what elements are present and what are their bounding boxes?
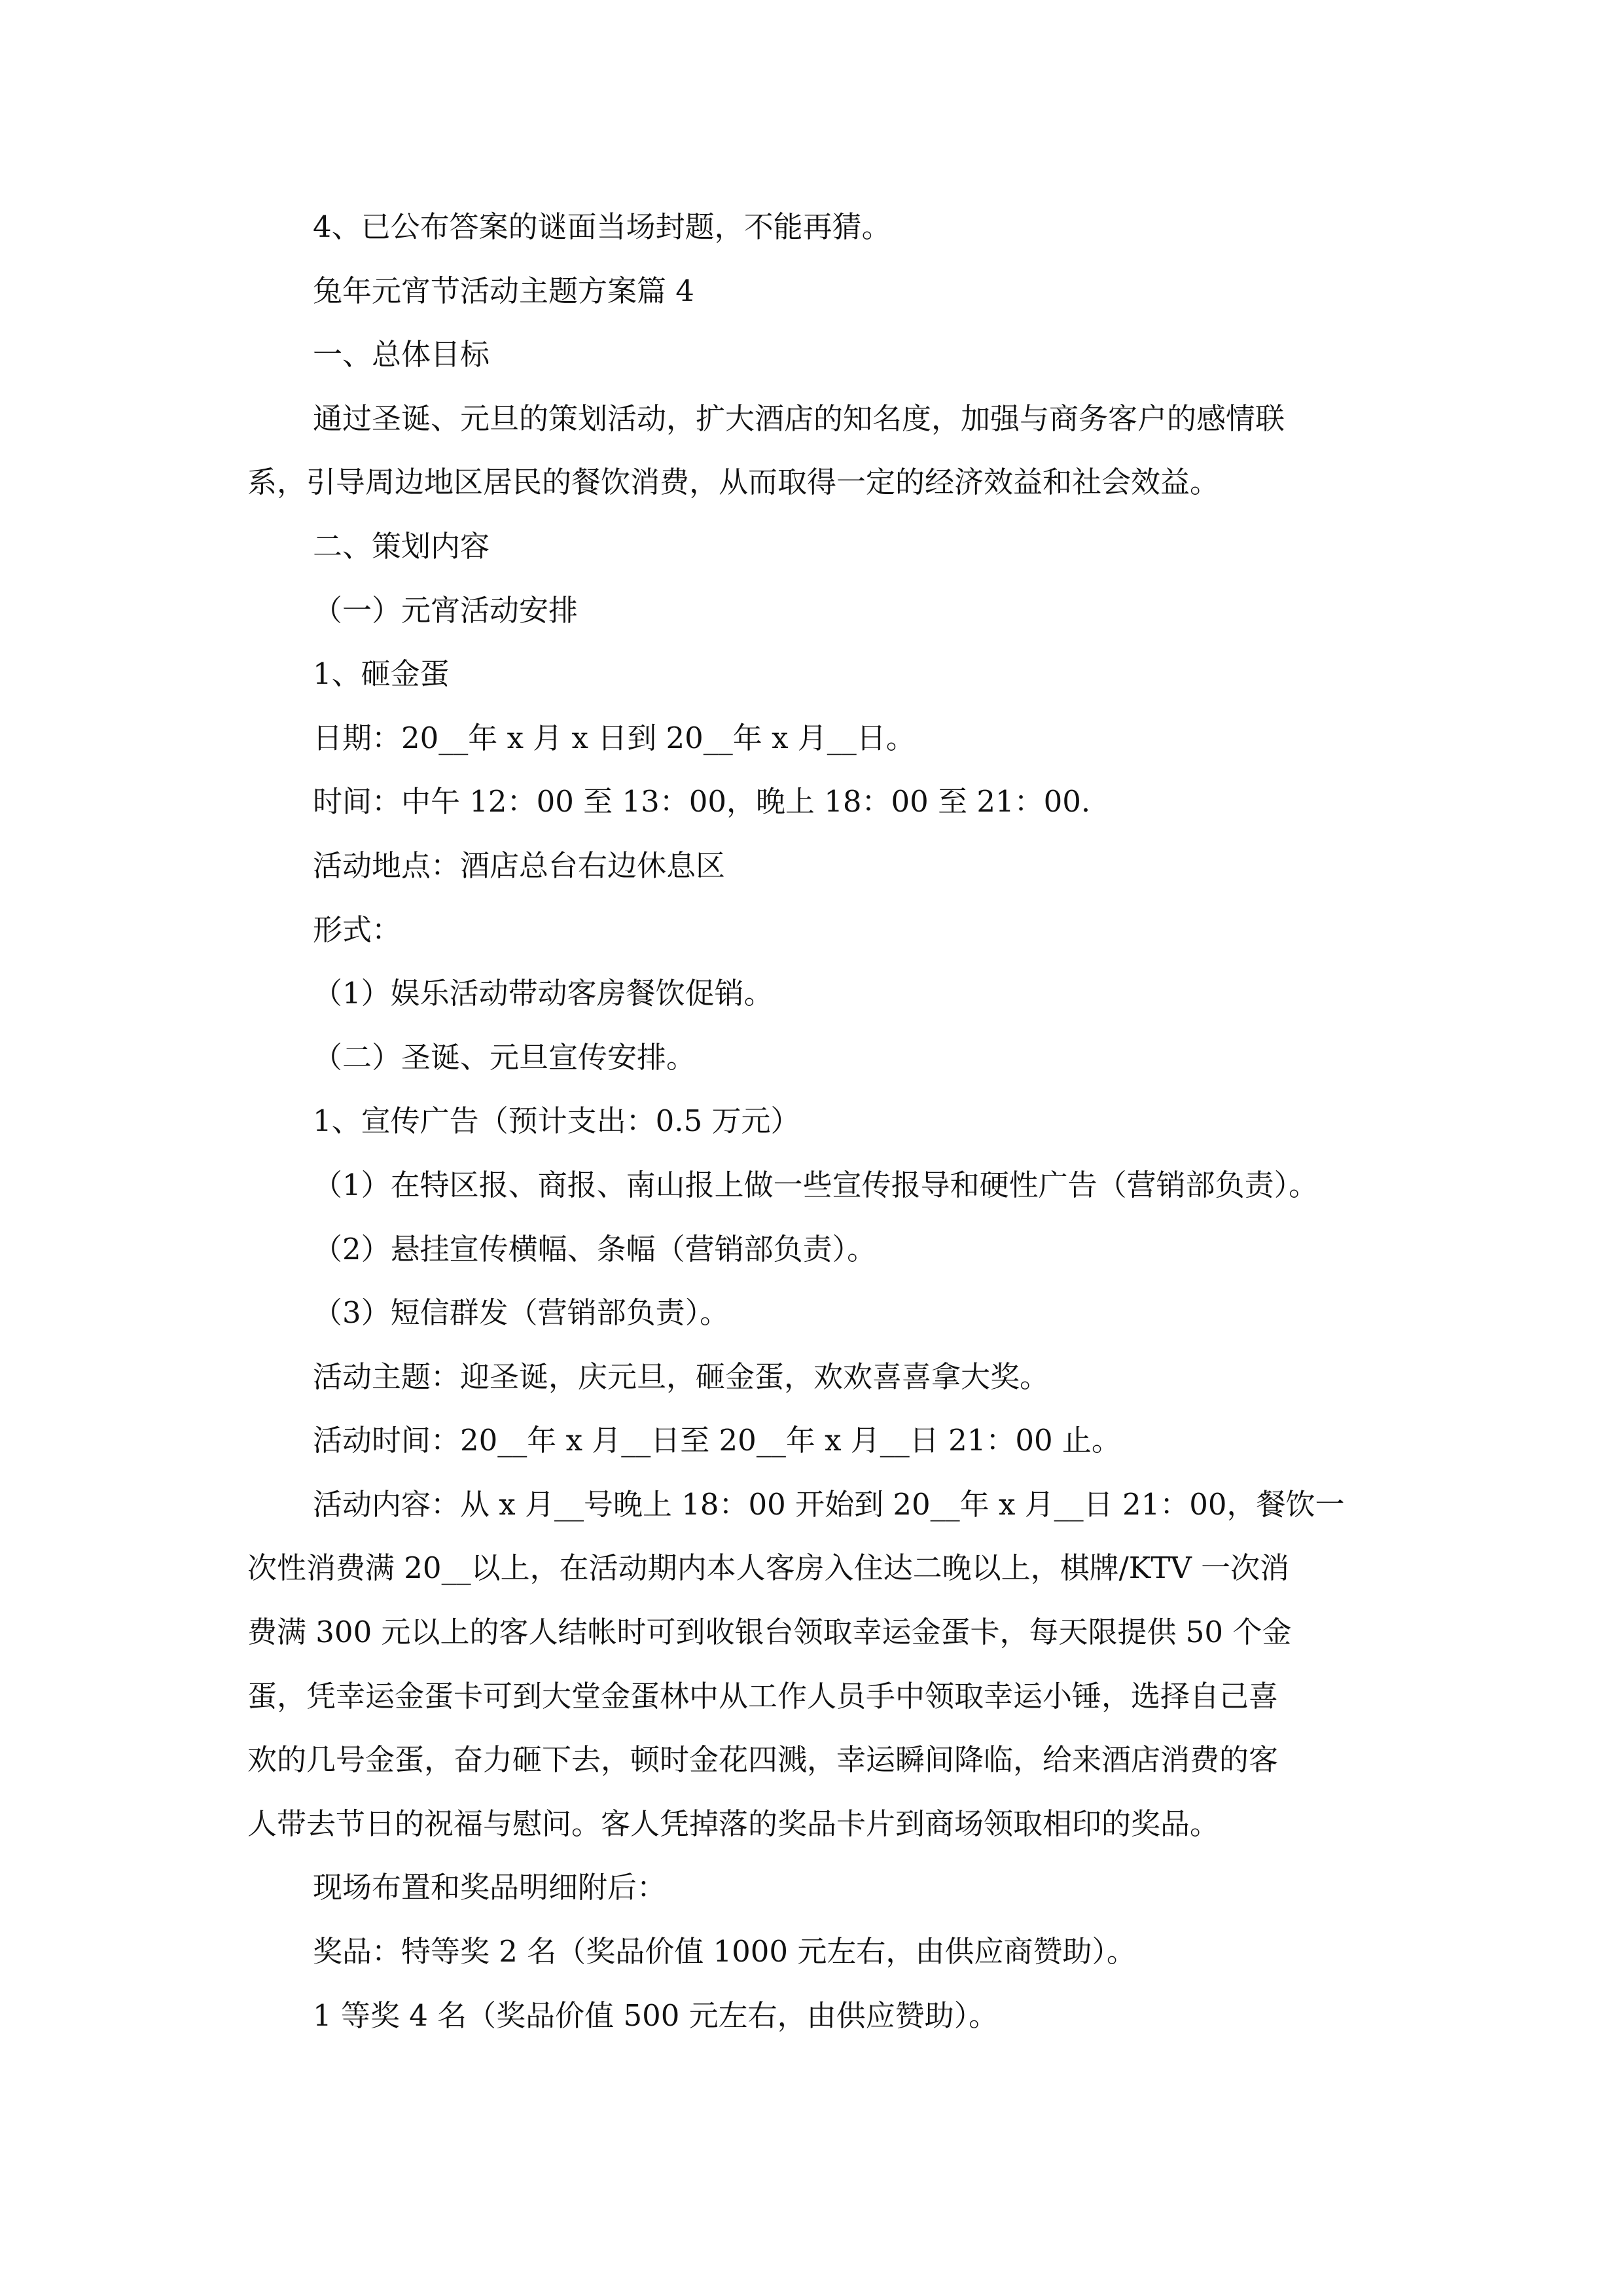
paragraph-line: 费满 300 元以上的客人结帐时可到收银台领取幸运金蛋卡，每天限提供 50 个金	[247, 1615, 1292, 1650]
section-heading: 一、总体目标	[313, 337, 490, 372]
paragraph-line: 蛋，凭幸运金蛋卡可到大堂金蛋林中从工作人员手中领取幸运小锤，选择自己喜	[247, 1678, 1279, 1713]
paragraph-line: 奖品：特等奖 2 名（奖品价值 1000 元左右，由供应商赞助）。	[313, 1934, 1136, 1969]
item-heading: 1、宣传广告（预计支出：0.5 万元）	[313, 1103, 800, 1139]
paragraph-line: 时间：中午 12：00 至 13：00，晚上 18：00 至 21：00.	[313, 784, 1091, 819]
paragraph-line: 4、已公布答案的谜面当场封题，不能再猜。	[313, 209, 891, 244]
paragraph-line: 现场布置和奖品明细附后：	[313, 1870, 667, 1905]
section-heading: 二、策划内容	[313, 528, 490, 564]
paragraph-line: 活动时间：20__年 x 月__日至 20__年 x 月__日 21：00 止。	[313, 1423, 1121, 1458]
paragraph-line: 通过圣诞、元旦的策划活动，扩大酒店的知名度，加强与商务客户的感情联	[313, 401, 1285, 436]
list-item: （1）娱乐活动带动客房餐饮促销。	[313, 976, 774, 1011]
paragraph-line: 人带去节日的祝福与慰问。客人凭掉落的奖品卡片到商场领取相印的奖品。	[247, 1806, 1220, 1841]
paragraph-line: 日期：20__年 x 月 x 日到 20__年 x 月__日。	[313, 720, 916, 755]
paragraph-line: 次性消费满 20__以上，在活动期内本人客房入住达二晚以上，棋牌/KTV 一次消	[247, 1551, 1290, 1586]
paragraph-line: 活动主题：迎圣诞，庆元旦，砸金蛋，欢欢喜喜拿大奖。	[313, 1359, 1050, 1394]
document-body	[247, 195, 1425, 2047]
list-item: （1）在特区报、商报、南山报上做一些宣传报导和硬性广告（营销部负责）。	[313, 1167, 1319, 1202]
paragraph-line: 1 等奖 4 名（奖品价值 500 元左右，由供应赞助）。	[313, 1998, 999, 2033]
list-item: （2）悬挂宣传横幅、条幅（营销部负责）。	[313, 1231, 877, 1266]
paragraph-line: 活动内容：从 x 月__号晚上 18：00 开始到 20__年 x 月__日 21：00，餐饮一	[313, 1486, 1345, 1522]
paragraph-line: 活动地点：酒店总台右边休息区	[313, 848, 726, 883]
subsection-heading: （一）元宵活动安排	[313, 592, 579, 628]
paragraph-line: 欢的几号金蛋，奋力砸下去，顿时金花四溅，幸运瞬间降临，给来酒店消费的客	[247, 1742, 1279, 1778]
subsection-heading: （二）圣诞、元旦宣传安排。	[313, 1039, 696, 1075]
paragraph-line: 系，引导周边地区居民的餐饮消费，从而取得一定的经济效益和社会效益。	[247, 465, 1220, 500]
section-title: 兔年元宵节活动主题方案篇 4	[313, 273, 694, 308]
paragraph-line: 形式：	[313, 912, 402, 947]
item-heading: 1、砸金蛋	[313, 656, 450, 692]
list-item: （3）短信群发（营销部负责）。	[313, 1295, 730, 1331]
